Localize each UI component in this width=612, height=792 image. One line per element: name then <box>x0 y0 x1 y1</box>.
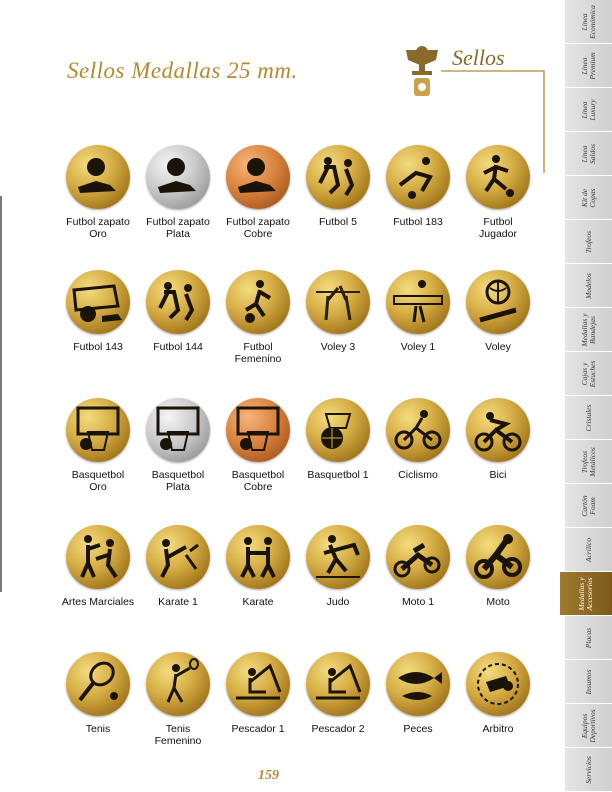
medal-image <box>306 652 370 716</box>
medal-image <box>306 270 370 334</box>
medal-item <box>457 525 539 608</box>
medal-image <box>306 398 370 462</box>
bicycle-kick-icon <box>386 145 450 209</box>
medal-image <box>226 270 290 334</box>
medal-item <box>377 145 459 228</box>
ball-and-boot-icon <box>226 145 290 209</box>
side-tab[interactable] <box>565 176 612 220</box>
side-tab-label: Trofeos <box>583 230 593 253</box>
medal-image <box>146 270 210 334</box>
medal-item <box>217 145 299 240</box>
medal-item <box>137 145 219 240</box>
medal-item <box>57 525 139 608</box>
side-tab-label: Acrílico <box>583 537 593 562</box>
medal-image <box>466 270 530 334</box>
side-tab-label: Línea Luxury <box>579 98 597 121</box>
female-tennis-icon <box>146 652 210 716</box>
medal-image <box>66 145 130 209</box>
section-title: Sellos <box>452 45 505 70</box>
page-title: Sellos Medallas 25 mm. <box>67 58 298 83</box>
medal-label: Moto 1 <box>401 596 435 608</box>
judo-throw-icon <box>306 525 370 589</box>
medal-label: Basquetbol Cobre <box>231 469 285 493</box>
medal-item <box>57 270 139 353</box>
side-tab-label: Insumos <box>583 669 593 695</box>
medal-label: Judo <box>326 596 350 608</box>
medal-image <box>226 652 290 716</box>
fisherman-icon <box>226 652 290 716</box>
cyclist-icon <box>386 398 450 462</box>
side-tab[interactable] <box>565 660 612 704</box>
ball-and-boot-icon <box>146 145 210 209</box>
medal-label: Pescador 1 <box>231 723 285 735</box>
medal-image <box>226 525 290 589</box>
medal-label: Futbol zapato Oro <box>66 216 130 240</box>
side-tab[interactable] <box>565 704 612 748</box>
medal-image <box>386 398 450 462</box>
side-tab-label: Línea Saldos <box>579 143 597 164</box>
medal-item <box>457 652 539 735</box>
side-tab-label: Medallas y Accesorios <box>577 576 594 611</box>
medal-item <box>137 270 219 353</box>
medal-item <box>377 398 459 481</box>
medal-item <box>457 145 539 240</box>
medal-label: Futbol 144 <box>153 341 203 353</box>
medal-item <box>57 145 139 240</box>
motorcycle-rider-icon <box>466 525 530 589</box>
side-tab[interactable] <box>565 484 612 528</box>
side-tab[interactable] <box>565 0 612 44</box>
medal-item <box>297 145 379 228</box>
medal-item <box>57 398 139 493</box>
ball-and-boot-icon <box>66 145 130 209</box>
medal-label: Karate 1 <box>158 596 198 608</box>
medal-label: Basquetbol Plata <box>151 469 205 493</box>
basketball-hoop-icon <box>146 398 210 462</box>
medal-image <box>466 398 530 462</box>
medal-label: Futbol Femenino <box>234 341 282 365</box>
medal-item <box>297 652 379 735</box>
medal-label: Futbol 143 <box>73 341 123 353</box>
football-player-icon <box>466 145 530 209</box>
side-tab[interactable] <box>565 352 612 396</box>
medal-label: Peces <box>403 723 433 735</box>
medal-image <box>146 652 210 716</box>
medal-item <box>137 525 219 608</box>
medal-item <box>137 652 219 747</box>
medal-item <box>377 525 459 608</box>
medal-label: Futbol zapato Plata <box>146 216 210 240</box>
medal-image <box>66 398 130 462</box>
medal-image <box>66 652 130 716</box>
medal-label: Ciclismo <box>398 469 438 481</box>
medal-label: Artes Marciales <box>61 596 135 608</box>
side-tab[interactable] <box>565 440 612 484</box>
basketball-ball-icon <box>306 398 370 462</box>
medal-image <box>386 145 450 209</box>
side-tab-label: Equipos Deportivos <box>579 708 597 743</box>
side-tab-label: Placas <box>583 627 593 648</box>
basketball-hoop-icon <box>66 398 130 462</box>
medal-item <box>297 270 379 353</box>
fish-icon <box>386 652 450 716</box>
medal-label: Voley <box>485 341 511 353</box>
side-tab-label: Cartón Foam <box>579 494 597 517</box>
female-football-icon <box>226 270 290 334</box>
medal-item <box>297 525 379 608</box>
volleyball-players-icon <box>306 270 370 334</box>
side-tab-label: Modelos <box>583 272 593 299</box>
side-tab-label: Línea Económica <box>579 4 597 39</box>
karate-fighters-icon <box>226 525 290 589</box>
medal-item <box>217 270 299 365</box>
volleyball-ball-icon <box>466 270 530 334</box>
medal-image <box>386 525 450 589</box>
medal-item <box>217 525 299 608</box>
side-tab[interactable] <box>565 748 612 792</box>
medal-image <box>306 145 370 209</box>
medal-item <box>457 398 539 481</box>
side-tab[interactable] <box>565 616 612 660</box>
side-tab[interactable] <box>565 132 612 176</box>
side-tab-label: Kit de Copas <box>579 187 597 208</box>
side-tab[interactable] <box>565 220 612 264</box>
medal-image <box>66 270 130 334</box>
medal-label: Karate <box>242 596 274 608</box>
medal-item <box>217 398 299 493</box>
martial-arts-icon <box>66 525 130 589</box>
football-players-icon <box>306 145 370 209</box>
motorcycle-race-icon <box>386 525 450 589</box>
medal-image <box>66 525 130 589</box>
goal-and-ball-icon <box>66 270 130 334</box>
medal-label: Moto <box>486 596 510 608</box>
medal-item <box>297 398 379 481</box>
medal-label: Futbol zapato Cobre <box>226 216 290 240</box>
side-tab-label: Cristales <box>583 403 593 432</box>
medal-label: Futbol 5 <box>319 216 357 228</box>
side-tab[interactable] <box>565 396 612 440</box>
side-tab-label: Trofeos Metálicos <box>579 446 597 477</box>
medal-image <box>146 398 210 462</box>
medal-image <box>466 525 530 589</box>
medal-item <box>377 270 459 353</box>
medal-label: Basquetbol 1 <box>307 469 369 481</box>
medal-image <box>226 145 290 209</box>
medal-item <box>457 270 539 353</box>
side-tab[interactable] <box>565 528 612 572</box>
side-tab-label: Línea Premium <box>579 51 597 80</box>
medal-label: Tenis <box>85 723 111 735</box>
side-tab[interactable] <box>565 44 612 88</box>
side-tab[interactable] <box>565 264 612 308</box>
medal-image <box>226 398 290 462</box>
medal-image <box>466 145 530 209</box>
medal-image <box>386 652 450 716</box>
medal-item <box>377 652 459 735</box>
side-tab-nav <box>565 0 612 792</box>
side-tab-label: Medallas y Bandejas <box>579 312 597 347</box>
fisherman-icon <box>306 652 370 716</box>
medal-image <box>146 145 210 209</box>
medal-label: Basquetbol Oro <box>71 469 125 493</box>
side-tab-label: Servicios <box>583 755 593 784</box>
medal-image <box>306 525 370 589</box>
medal-item <box>57 652 139 735</box>
karate-kick-icon <box>146 525 210 589</box>
side-tab[interactable] <box>560 572 612 616</box>
medal-label: Bici <box>489 469 507 481</box>
medal-label: Tenis Femenino <box>154 723 202 747</box>
medal-item <box>217 652 299 735</box>
basketball-hoop-icon <box>226 398 290 462</box>
medal-label: Voley 3 <box>320 341 356 353</box>
whistle-icon <box>466 652 530 716</box>
page-number: 159 <box>258 768 279 783</box>
bike-rider-icon <box>466 398 530 462</box>
medal-label: Pescador 2 <box>311 723 365 735</box>
medal-image <box>386 270 450 334</box>
medal-image <box>466 652 530 716</box>
tennis-racket-icon <box>66 652 130 716</box>
volleyball-net-icon <box>386 270 450 334</box>
medal-label: Futbol 183 <box>393 216 443 228</box>
football-players-icon <box>146 270 210 334</box>
medal-label: Arbitro <box>482 723 514 735</box>
medal-label: Voley 1 <box>400 341 436 353</box>
side-tab[interactable] <box>565 88 612 132</box>
medal-label: Futbol Jugador <box>479 216 517 240</box>
side-tab[interactable] <box>565 308 612 352</box>
side-tab-label: Cajas y Estuches <box>579 360 597 387</box>
medal-image <box>146 525 210 589</box>
medal-item <box>137 398 219 493</box>
